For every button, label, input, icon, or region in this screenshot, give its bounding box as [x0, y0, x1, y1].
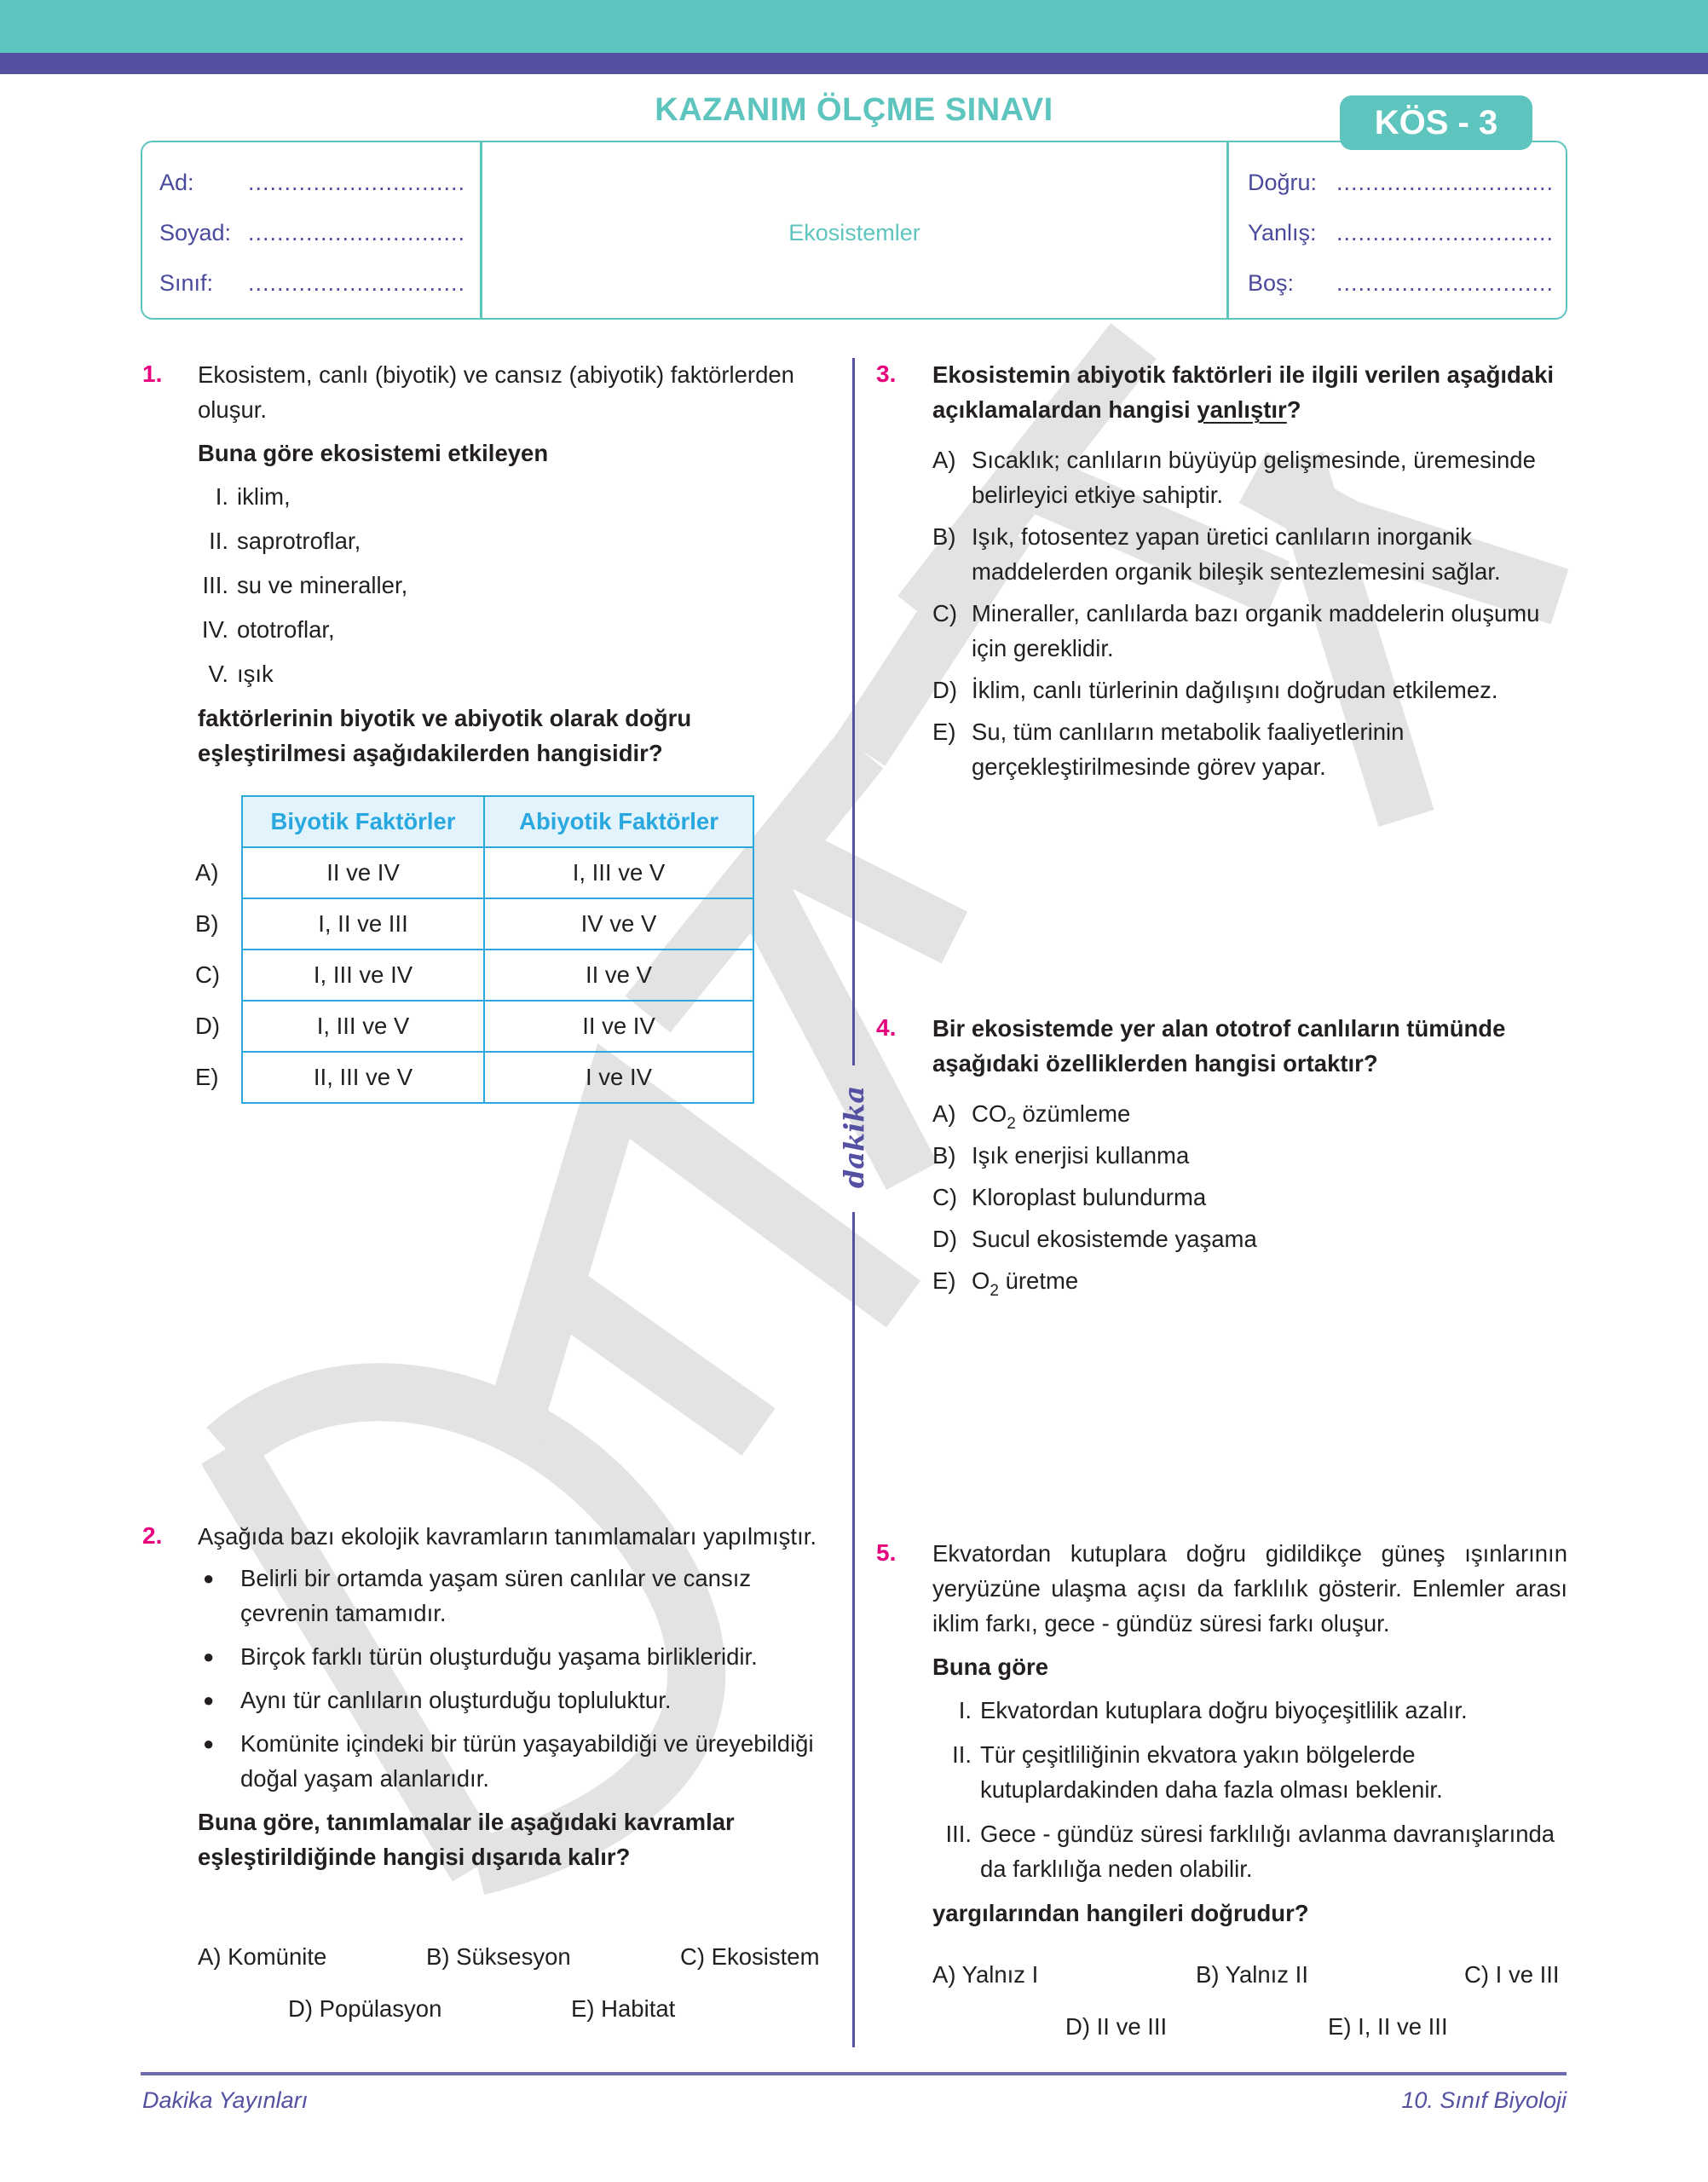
- class-field[interactable]: [159, 270, 465, 297]
- question-2-question: Buna göre, tanımlamalar ile aşağıdaki kavramlar eşleştirildiğinde hangisi dışarıda kalır?: [198, 1809, 735, 1870]
- biotic-cell: I, III ve IV: [242, 950, 484, 1001]
- question-5-lead: Buna göre: [932, 1654, 1048, 1680]
- dakika-text: dakika: [838, 1085, 870, 1189]
- question-3: [932, 357, 1567, 791]
- name-field[interactable]: [159, 170, 465, 196]
- emphasis-underlined: yanlıştır: [1197, 396, 1287, 423]
- question-1: [198, 357, 833, 771]
- question-1-lead: Buna göre ekosistemi etkileyen: [198, 440, 549, 466]
- question-3-number: 3.: [876, 361, 897, 387]
- q2-option-b[interactable]: B) Süksesyon: [426, 1943, 571, 1970]
- biotic-cell: II ve IV: [242, 847, 484, 898]
- surname-label: Soyad:: [159, 220, 232, 245]
- wrong-blank[interactable]: ..............................: [1336, 220, 1555, 245]
- q3-option-d[interactable]: D) İklim, canlı türlerinin dağılışını doğrudan etkilemez.: [932, 677, 1498, 703]
- q5-option-c[interactable]: C) I ve III: [1464, 1961, 1560, 1988]
- question-3-question: Ekosistemin abiyotik faktörleri ile ilgili verilen aşağıdaki açıklamalardan hangisi yanlıştır?: [932, 361, 1555, 423]
- question-2-number: 2.: [142, 1522, 163, 1549]
- abiotic-cell: II ve V: [484, 950, 753, 1001]
- q4-option-a[interactable]: A) $CO_2$ özümleme: [932, 1100, 1131, 1133]
- info-box-divider-right: [1226, 142, 1229, 318]
- surname-blank[interactable]: ..............................: [248, 220, 466, 245]
- footer-course: 10. Sınıf Biyoloji: [1401, 2087, 1567, 2113]
- definition-bullet: ● Komünite içindeki bir türün yaşayabildiği ve üreyebildiği doğal yaşam alanlarıdır.: [203, 1730, 814, 1792]
- question-4-number: 4.: [876, 1014, 897, 1041]
- table-row[interactable]: [194, 847, 753, 898]
- table-row[interactable]: [194, 1052, 753, 1103]
- q4-option-c[interactable]: C) Kloroplast bulundurma: [932, 1184, 1207, 1210]
- question-5: [932, 1536, 1567, 1931]
- footer-divider: [141, 2072, 1567, 2075]
- abiotic-cell: II ve IV: [484, 1001, 753, 1052]
- wrong-label: Yanlış:: [1248, 220, 1317, 245]
- blank-field[interactable]: [1248, 270, 1554, 297]
- topic-label: Ekosistemler: [788, 220, 920, 245]
- correct-blank[interactable]: ..............................: [1336, 170, 1555, 195]
- correct-field[interactable]: [1248, 170, 1554, 196]
- q2-option-d[interactable]: D) Popülasyon: [288, 1995, 442, 2022]
- q3-option-c[interactable]: C) Mineraller, canlılarda bazı organik maddelerin oluşumu için gereklidir.: [932, 600, 1540, 661]
- question-1-item: V. ışık: [208, 661, 274, 687]
- header-teal-band: [0, 0, 1708, 53]
- question-5-stem: Ekvatordan kutuplara doğru gidildikçe güneş ışınlarının yeryüzüne ulaşma açısı da farklılık gösterir. Enlemler arası iklim farkı, gece - gündüz süresi farkı oluşur.: [932, 1540, 1567, 1636]
- definition-bullet: ● Birçok farklı türün oluşturduğu yaşama birlikleridir.: [203, 1643, 758, 1670]
- option-label[interactable]: E): [195, 1064, 219, 1090]
- table-row[interactable]: [194, 898, 753, 950]
- question-1-stem: Ekosistem, canlı (biyotik) ve cansız (abiyotik) faktörlerden oluşur.: [198, 361, 794, 423]
- table-header-biotic: Biyotik Faktörler: [242, 796, 484, 847]
- exam-code-badge: KÖS - 3: [1340, 95, 1532, 150]
- correct-label: Doğru:: [1248, 170, 1318, 195]
- question-4-question: Bir ekosistemde yer alan ototrof canlıların tümünde aşağıdaki özelliklerden hangisi ortaktır?: [932, 1015, 1506, 1077]
- name-blank[interactable]: ..............................: [248, 170, 466, 195]
- question-1-item: IV. ototroflar,: [201, 616, 335, 643]
- biotic-cell: I, III ve V: [242, 1001, 484, 1052]
- question-1-table-wrap: [194, 795, 754, 1104]
- q4-option-e[interactable]: E) $O_2$ üretme: [932, 1267, 1079, 1300]
- blank-label: Boş:: [1248, 270, 1295, 296]
- definition-bullet: ● Belirli bir ortamda yaşam süren canlılar ve cansız çevrenin tamamıdır.: [203, 1565, 752, 1626]
- table-row[interactable]: [194, 1001, 753, 1052]
- question-5-item: III. Gece - gündüz süresi farklılığı avlanma davranışlarında da farklılığa neden olabilir.: [945, 1821, 1555, 1882]
- column-divider-top: [852, 358, 855, 1065]
- q5-option-a[interactable]: A) Yalnız I: [932, 1961, 1039, 1988]
- q5-option-b[interactable]: B) Yalnız II: [1196, 1961, 1308, 1988]
- option-label[interactable]: D): [195, 1013, 221, 1039]
- question-1-item: II. saprotroflar,: [209, 528, 361, 554]
- table-row[interactable]: [194, 950, 753, 1001]
- option-label[interactable]: C): [195, 961, 221, 988]
- question-1-item: I. iklim,: [215, 483, 291, 510]
- q2-option-e[interactable]: E) Habitat: [571, 1995, 676, 2022]
- biotic-cell: II, III ve V: [242, 1052, 484, 1103]
- table-header-abiotic: Abiyotik Faktörler: [484, 796, 753, 847]
- q5-option-e[interactable]: E) I, II ve III: [1328, 2013, 1448, 2040]
- dakika-column-label: [833, 1082, 875, 1193]
- factors-table: [194, 795, 754, 1104]
- question-1-number: 1.: [142, 361, 163, 387]
- abiotic-cell: I ve IV: [484, 1052, 753, 1103]
- question-5-question: yargılarından hangileri doğrudur?: [932, 1900, 1309, 1926]
- q4-option-d[interactable]: D) Sucul ekosistemde yaşama: [932, 1226, 1257, 1252]
- abiotic-cell: I, III ve V: [484, 847, 753, 898]
- exam-title: KAZANIM ÖLÇME SINAVI: [655, 92, 1053, 128]
- definition-bullet: ● Aynı tür canlıların oluşturduğu topluluktur.: [203, 1687, 672, 1713]
- q3-option-e[interactable]: E) Su, tüm canlıların metabolik faaliyetlerinin gerçekleştirilmesinde görev yapar.: [932, 719, 1405, 780]
- blank-blank[interactable]: ..............................: [1336, 270, 1555, 296]
- q4-option-b[interactable]: B) Işık enerjisi kullanma: [932, 1142, 1190, 1169]
- question-2-stem: Aşağıda bazı ekolojik kavramların tanımlamaları yapılmıştır.: [198, 1523, 816, 1550]
- q3-option-b[interactable]: B) Işık, fotosentez yapan üretici canlıların inorganik maddelerden organik bileşik sentezlemesini sağlar.: [932, 523, 1501, 585]
- abiotic-cell: IV ve V: [484, 898, 753, 950]
- option-label[interactable]: B): [195, 910, 219, 937]
- question-4: [932, 1011, 1567, 1305]
- class-label: Sınıf:: [159, 270, 214, 296]
- question-5-item: I. Ekvatordan kutuplara doğru biyoçeşitlilik azalır.: [958, 1697, 1468, 1723]
- question-2: [198, 1519, 833, 1874]
- biotic-cell: I, II ve III: [242, 898, 484, 950]
- q2-option-a[interactable]: A) Komünite: [198, 1943, 327, 1970]
- wrong-field[interactable]: [1248, 220, 1554, 246]
- column-divider-bottom: [852, 1212, 855, 2047]
- question-5-item: II. Tür çeşitliliğinin ekvatora yakın bölgelerde kutuplardakinden daha fazla olması beklenir.: [952, 1741, 1443, 1803]
- q5-option-d[interactable]: D) II ve III: [1065, 2013, 1168, 2040]
- q3-option-a[interactable]: A) Sıcaklık; canlıların büyüyüp gelişmesinde, üremesinde belirleyici etkiye sahiptir.: [932, 447, 1536, 508]
- footer-publisher: Dakika Yayınları: [142, 2087, 309, 2113]
- header-purple-band: [0, 53, 1708, 74]
- name-label: Ad:: [159, 170, 194, 195]
- option-label[interactable]: A): [195, 859, 219, 886]
- student-info-box: [141, 141, 1567, 320]
- question-5-number: 5.: [876, 1539, 897, 1566]
- question-1-item: III. su ve mineraller,: [202, 572, 408, 598]
- question-1-question: faktörlerinin biyotik ve abiyotik olarak doğru eşleştirilmesi aşağıdakilerden hangisidir?: [198, 705, 692, 766]
- q2-option-c[interactable]: C) Ekosistem: [680, 1943, 820, 1970]
- class-blank[interactable]: ..............................: [248, 270, 466, 296]
- surname-field[interactable]: [159, 220, 465, 246]
